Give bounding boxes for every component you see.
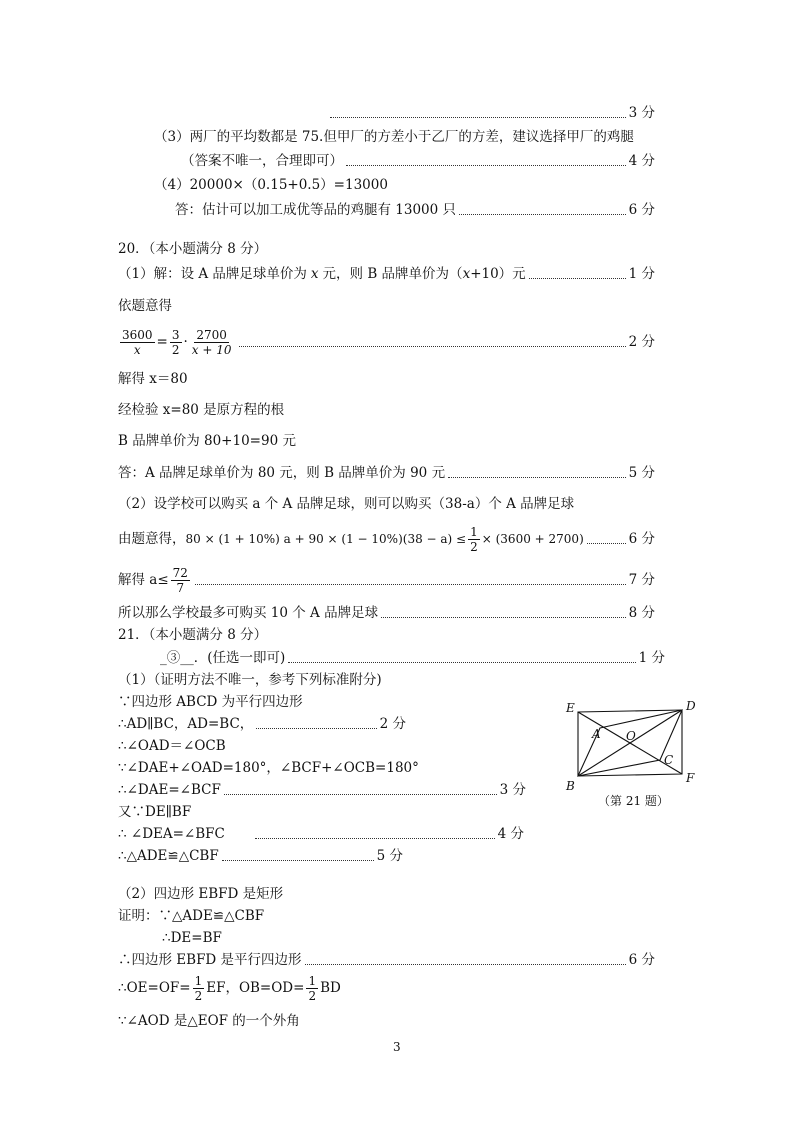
fraction (170, 328, 182, 357)
q21-part1-intro: （1）（证明方法不唯一，参考下列标准附分) (118, 672, 382, 688)
q20-var-x: x (310, 266, 319, 282)
score-label: 3 分 (499, 782, 526, 798)
numerator: 3600 (122, 327, 153, 342)
q20-part2-text: （2）设学校可以购买 a 个 A 品牌足球，则可以购买（38-a）个 A 品牌足球 (118, 496, 575, 512)
q21-proof-4c: BD (320, 980, 341, 996)
q20-part1-text-c: +10）元 (470, 266, 526, 282)
numerator: 3 (171, 327, 180, 342)
q21-proof-3-line (118, 951, 655, 969)
q21-step-2-line (118, 715, 406, 733)
q21-proof-4-line (118, 971, 341, 1005)
q21-step-3: ∴∠OAD＝∠OCB (118, 738, 226, 754)
leader-dots (222, 860, 374, 861)
dot-operator: · (183, 334, 188, 350)
q20-check: 经检验 x=80 是原方程的根 (118, 402, 285, 418)
point-label-o: O (626, 729, 636, 743)
q21-proof-4a: ∴OE=OF= (118, 980, 191, 996)
leader-dots (330, 117, 626, 118)
score-label: 4 分 (497, 826, 524, 842)
score-label: 2 分 (379, 716, 406, 732)
q19-part4-answer-line (175, 201, 655, 219)
q19-part3-text: （3）两厂的平均数都是 75.但甲厂的方差小于乙厂的方差，建议选择甲厂的鸡腿 (154, 129, 634, 145)
numerator: 2700 (196, 327, 227, 342)
q21-proof-3: ∴四边形 EBFD 是平行四边形 (118, 952, 302, 968)
denominator: 2 (308, 988, 317, 1003)
point-label-d: D (686, 699, 696, 713)
numerator: 72 (172, 565, 188, 580)
q20-solution-line (118, 563, 655, 597)
fraction (306, 974, 318, 1003)
q20-var-x2: x (462, 266, 471, 282)
q21-proof-2: ∴DE=BF (162, 930, 222, 946)
denominator: 7 (176, 580, 185, 595)
q20-heading: 20．（本小题满分 8 分） (118, 241, 268, 257)
score-label: 2 分 (628, 334, 655, 350)
q21-proof-1: 证明：∵△ADE≌△CBF (118, 908, 265, 924)
q19-part3-note: （答案不唯一，合理即可） (181, 153, 343, 169)
q19-part3-note-line (181, 152, 655, 170)
page-number: 3 (393, 1040, 401, 1054)
figure-caption: （第 21 题） (598, 794, 669, 808)
denominator: 2 (194, 988, 203, 1003)
score-label: 3 分 (628, 105, 655, 121)
q20-part1-line (118, 265, 655, 283)
score-label: 6 分 (628, 952, 655, 968)
q20-ineq-prefix: 由题意得， (118, 531, 186, 547)
q20-by-problem: 依题意得 (118, 298, 172, 314)
numerator: 1 (308, 973, 317, 988)
leader-dots (459, 214, 626, 215)
q20-solve: 解得 x＝80 (118, 371, 188, 387)
fraction (171, 566, 190, 595)
q20-part1-text-b: 元，则 B 品牌单价为（ (322, 266, 463, 282)
equals-sign: = (156, 334, 168, 350)
q21-step-7-line (118, 825, 524, 843)
score-label: 5 分 (376, 848, 403, 864)
fraction (190, 328, 234, 357)
fraction (193, 974, 205, 1003)
fraction (120, 328, 155, 357)
q21-step-2: ∴AD∥BC，AD=BC， (118, 716, 254, 732)
denominator: 2 (171, 342, 180, 357)
leader-dots (224, 794, 497, 795)
q20-part1-text-a: （1）解：设 A 品牌足球单价为 (118, 266, 307, 282)
score-label: 6 分 (628, 531, 655, 547)
q20-conclusion: 所以那么学校最多可购买 10 个 A 品牌足球 (118, 605, 379, 621)
q21-step-7: ∴ ∠DEA=∠BFC (118, 826, 225, 842)
point-label-f: F (686, 771, 695, 785)
point-label-e: E (566, 701, 575, 715)
q21-part2-intro: （2）四边形 EBFD 是矩形 (118, 886, 284, 902)
fraction (468, 525, 480, 554)
score-label: 8 分 (628, 605, 655, 621)
q20-answer: 答：A 品牌足球单价为 80 元，则 B 品牌单价为 90 元 (118, 465, 446, 481)
leader-dots (195, 584, 626, 585)
denominator: x + 10 (191, 342, 232, 357)
q21-step-5-line (118, 781, 526, 799)
denominator: 2 (470, 539, 478, 554)
q20-conclusion-line (118, 604, 655, 622)
q21-proof-5: ∵∠AOD 是△EOF 的一个外角 (118, 1013, 300, 1029)
q21-step-1: ∵四边形 ABCD 为平行四边形 (118, 694, 303, 710)
point-label-c: C (664, 753, 674, 767)
leader-dots (288, 662, 635, 663)
leader-dots (255, 838, 495, 839)
score-label: 4 分 (628, 153, 655, 169)
q21-choice-line (160, 649, 665, 667)
score-label: 6 分 (628, 202, 655, 218)
leader-dots (529, 278, 626, 279)
score-label: 1 分 (628, 266, 655, 282)
q20-inequality-line (118, 522, 655, 556)
denominator: x (133, 342, 141, 357)
leader-dots (381, 617, 626, 618)
q21-step-6: 又∵DE∥BF (118, 804, 192, 820)
leader-dots (305, 964, 626, 965)
q20-b-price: B 品牌单价为 80+10=90 元 (118, 433, 296, 449)
numerator: 1 (194, 973, 203, 988)
q19-part4-text: （4）20000×（0.15+0.5）=13000 (154, 177, 388, 193)
q21-step-5: ∴∠DAE=∠BCF (118, 782, 221, 798)
q19-part4-answer: 答：估计可以加工成优等品的鸡腿有 13000 只 (175, 202, 457, 218)
q20-ineq-left: 80 × (1 + 10%) a + 90 × (1 − 10%)(38 − a) ≤ (185, 532, 467, 546)
point-label-b: B (566, 779, 575, 793)
q21-choice: _③__．(任选一即可) (160, 650, 286, 666)
q20-equation-line (118, 324, 655, 360)
q21-step-8: ∴△ADE≌△CBF (118, 848, 219, 864)
q19-score-line (330, 104, 655, 122)
leader-dots (256, 728, 376, 729)
leader-dots (448, 477, 626, 478)
q20-sol-prefix: 解得 a≤ (118, 572, 169, 588)
q21-step-4: ∵∠DAE+∠OAD=180°，∠BCF+∠OCB=180° (118, 760, 419, 776)
leader-dots (587, 543, 626, 544)
leader-dots (239, 346, 626, 347)
numerator: 1 (470, 524, 478, 539)
score-label: 5 分 (628, 465, 655, 481)
q20-ineq-right: × (3600 + 2700) (481, 532, 584, 546)
score-label: 7 分 (628, 572, 655, 588)
leader-dots (346, 165, 626, 166)
point-label-a: A (592, 727, 601, 741)
score-label: 1 分 (638, 650, 665, 666)
q21-proof-4b: EF，OB=OD= (206, 980, 305, 996)
q20-answer-line (118, 464, 655, 482)
q21-step-8-line (118, 847, 403, 865)
q21-heading: 21．（本小题满分 8 分） (118, 627, 268, 643)
